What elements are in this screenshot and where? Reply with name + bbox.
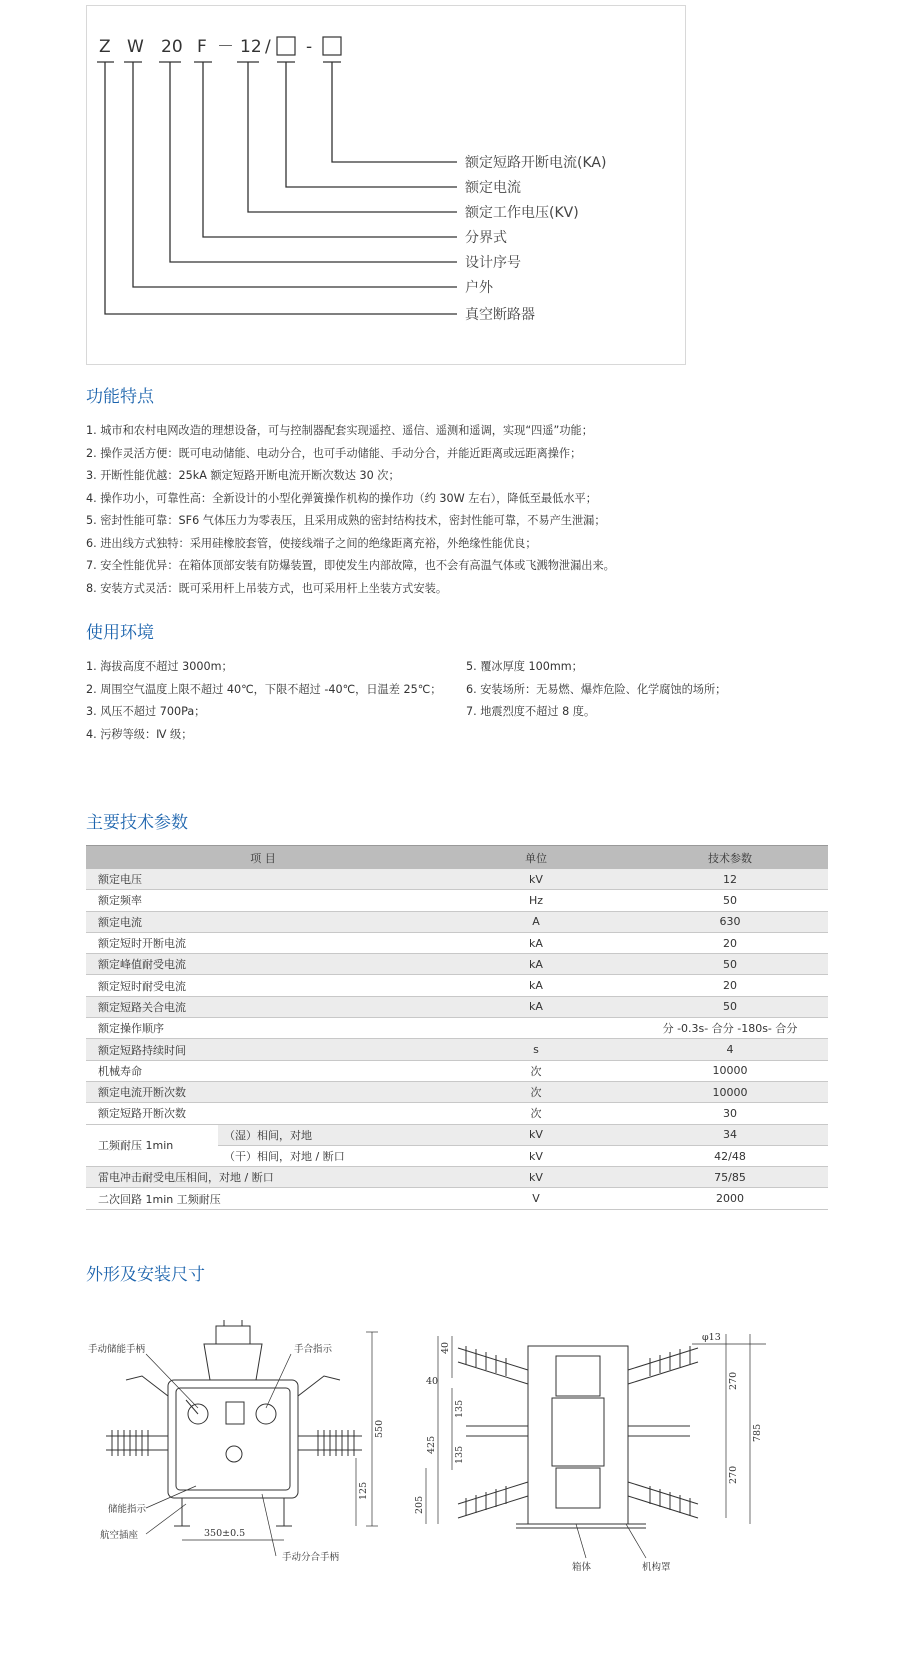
table-row: 额定短时耐受电流 kA 20 <box>86 975 828 996</box>
env-item: 6. 安装场所：无易燃、爆炸危险、化学腐蚀的场所； <box>466 682 727 696</box>
table-row: 额定短路持续时间 s 4 <box>86 1039 828 1060</box>
side-view-drawing <box>426 1334 766 1558</box>
feature-item: 6. 进出线方式独特：采用硅橡胶套管，使接线端子之间的绝缘距离充裕，外绝缘性能优良； <box>86 536 537 550</box>
header-value: 技术参数 <box>632 846 828 870</box>
dim-205: 205 <box>414 1495 425 1514</box>
features-title: 功能特点 <box>86 387 154 407</box>
label-manual-open-close-handle: 手动分合手柄 <box>282 1552 340 1563</box>
dim-350: 350±0.5 <box>204 1528 246 1539</box>
feature-item: 4. 操作功小，可靠性高：全新设计的小型化弹簧操作机构的操作功（约 30W 左右），降低至最低水平； <box>86 491 597 505</box>
legend-vacuum-breaker: 真空断路器 <box>465 307 535 323</box>
legend-outdoor: 户外 <box>465 280 493 296</box>
code-char-12: 12 <box>240 37 262 57</box>
code-char-slash: / <box>265 37 271 57</box>
table-row: 额定电流开断次数 次 10000 <box>86 1081 828 1102</box>
label-aviation-socket: 航空插座 <box>100 1530 139 1541</box>
feature-item: 3. 开断性能优越：25kA 额定短路开断电流开断次数达 30 次； <box>86 469 400 482</box>
code-char-box1: □ <box>275 33 294 57</box>
label-charge-indicator: 储能指示 <box>108 1504 147 1515</box>
model-code-diagram <box>86 5 686 365</box>
params-title: 主要技术参数 <box>86 813 188 833</box>
code-leader-lines <box>97 62 457 314</box>
legend-rated-current: 额定电流 <box>465 180 521 196</box>
table-row: 二次回路 1min 工频耐压 V 2000 <box>86 1188 828 1209</box>
params-table <box>86 845 828 1210</box>
params-header-row <box>86 846 828 870</box>
dim-phi13: φ13 <box>702 1332 721 1343</box>
dim-270-upper: 270 <box>728 1371 739 1390</box>
dim-425: 425 <box>426 1435 437 1454</box>
feature-item: 1. 城市和农村电网改造的理想设备，可与控制器配套实现遥控、遥信、遥测和遥调，实现“四遥”功能； <box>86 424 593 437</box>
header-item: 项 目 <box>86 846 440 870</box>
table-row: 机械寿命 次 10000 <box>86 1060 828 1081</box>
features-list <box>86 420 615 600</box>
dim-785: 785 <box>752 1423 763 1442</box>
table-row: 额定电压 kV 12 <box>86 869 828 890</box>
code-char-box2: □ <box>321 33 340 57</box>
front-view-drawing <box>106 1320 378 1556</box>
table-row: 额定操作顺序 分 -0.3s- 合分 -180s- 合分 <box>86 1018 828 1039</box>
table-row: （干）相间，对地 / 断口 kV 42/48 <box>86 1145 828 1166</box>
code-char-dash1: － <box>217 37 234 57</box>
legend-boundary-type: 分界式 <box>465 230 507 246</box>
dimensions-title: 外形及安装尺寸 <box>86 1265 205 1285</box>
env-item: 7. 地震烈度不超过 8 度。 <box>466 705 596 718</box>
label-close-indicator: 手合指示 <box>294 1344 333 1355</box>
table-row: 额定峰值耐受电流 kA 50 <box>86 954 828 975</box>
code-char-20: 20 <box>161 37 183 57</box>
code-char-f: F <box>197 37 207 57</box>
dim-40-top: 40 <box>440 1341 451 1354</box>
code-char-w: W <box>127 37 144 57</box>
table-row: 额定短路关合电流 kA 50 <box>86 996 828 1017</box>
environment-title: 使用环境 <box>86 623 154 643</box>
table-row: 工频耐压 1min （湿）相间，对地 kV 34 <box>86 1124 828 1145</box>
dim-270-lower: 270 <box>728 1465 739 1484</box>
feature-item: 5. 密封性能可靠：SF6 气体压力为零表压，且采用成熟的密封结构技术，密封性能可靠，不易产生泄漏； <box>86 514 606 527</box>
label-mechanism-cover: 机构罩 <box>642 1562 671 1573</box>
code-char-dash2: - <box>306 37 313 57</box>
dim-550: 550 <box>374 1419 385 1438</box>
feature-item: 7. 安全性能优异：在箱体顶部安装有防爆装置，即使发生内部故障，也不会有高温气体或飞溅物泄漏出来。 <box>86 559 615 572</box>
dim-125: 125 <box>358 1481 369 1500</box>
label-box-body: 箱体 <box>572 1562 592 1573</box>
env-item: 1. 海拔高度不超过 3000m； <box>86 660 233 673</box>
env-item: 5. 覆冰厚度 100mm； <box>466 660 583 673</box>
legend-design-number: 设计序号 <box>465 255 521 271</box>
feature-item: 2. 操作灵活方便：既可电动储能、电动分合，也可手动储能、手动分合，并能近距离或远距离操作； <box>86 446 582 460</box>
model-code-svg <box>87 6 685 364</box>
table-row: 额定电流 A 630 <box>86 911 828 932</box>
table-row: 额定频率 Hz 50 <box>86 890 828 911</box>
dim-40-left: 40 <box>426 1376 439 1387</box>
table-row: 额定短路开断次数 次 30 <box>86 1103 828 1124</box>
table-row: 额定短时开断电流 kA 20 <box>86 932 828 953</box>
header-unit: 单位 <box>440 846 632 870</box>
dimension-drawings <box>86 1318 828 1638</box>
dim-135-upper: 135 <box>454 1399 465 1418</box>
dimension-drawings-svg <box>86 1318 828 1638</box>
environment-right-list <box>466 656 726 724</box>
env-item: 4. 污秽等级：Ⅳ 级； <box>86 727 193 741</box>
table-row: 雷电冲击耐受电压相间，对地 / 断口 kV 75/85 <box>86 1167 828 1188</box>
environment-left-list <box>86 656 441 746</box>
legend-rated-voltage: 额定工作电压(KV) <box>465 205 579 221</box>
legend-short-circuit-current: 额定短路开断电流(KA) <box>465 155 607 171</box>
label-manual-charge-handle: 手动储能手柄 <box>88 1344 146 1355</box>
env-item: 2. 周围空气温度上限不超过 40℃，下限不超过 -40℃，日温差 25℃； <box>86 682 442 696</box>
env-item: 3. 风压不超过 700Pa； <box>86 705 206 718</box>
code-char-z: Z <box>99 37 111 57</box>
feature-item: 8. 安装方式灵活：既可采用杆上吊装方式，也可采用杆上坐装方式安装。 <box>86 581 448 595</box>
dim-135-lower: 135 <box>454 1445 465 1464</box>
